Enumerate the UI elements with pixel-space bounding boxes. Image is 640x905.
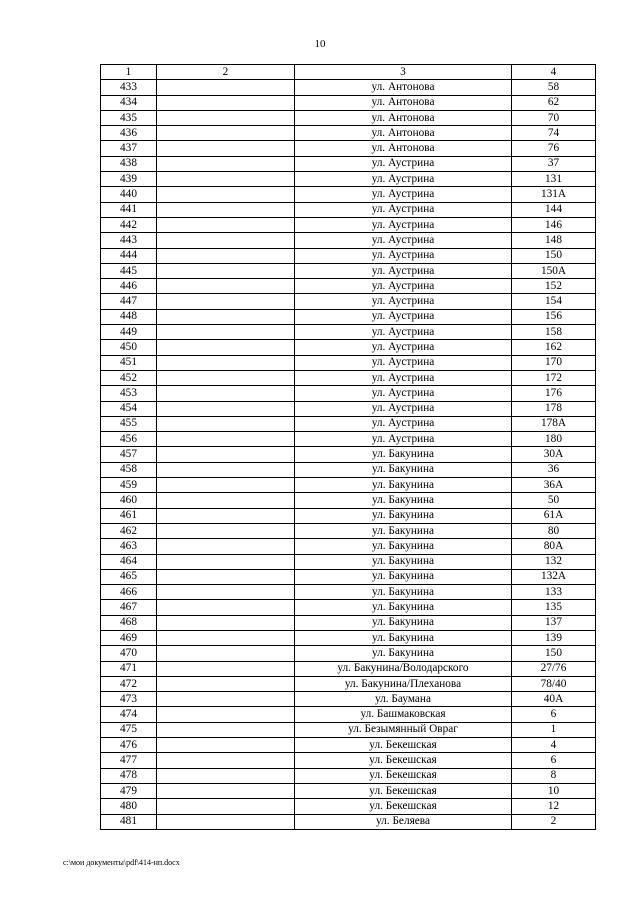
table-row — [101, 508, 596, 523]
name-cell — [157, 279, 295, 294]
name-cell — [157, 401, 295, 416]
street-cell: ул. Бакунина — [295, 447, 512, 462]
table-row — [101, 432, 596, 447]
name-cell — [157, 416, 295, 431]
street-cell: ул. Аустрина — [295, 233, 512, 248]
street-cell: ул. Аустрина — [295, 156, 512, 171]
table-row — [101, 401, 596, 416]
row-number-cell: 467 — [101, 600, 157, 615]
house-number-cell: 1 — [512, 722, 596, 737]
street-cell: ул. Аустрина — [295, 294, 512, 309]
street-cell: ул. Аустрина — [295, 386, 512, 401]
row-number-cell: 457 — [101, 447, 157, 462]
table-row — [101, 172, 596, 187]
house-number-cell: 172 — [512, 370, 596, 385]
street-cell: ул. Бакунина — [295, 523, 512, 538]
table-row — [101, 493, 596, 508]
name-cell — [157, 95, 295, 110]
table-row — [101, 799, 596, 814]
street-cell: ул. Аустрина — [295, 202, 512, 217]
street-cell: ул. Баумана — [295, 692, 512, 707]
row-number-cell: 479 — [101, 783, 157, 798]
house-number-cell: 178А — [512, 416, 596, 431]
house-number-cell: 158 — [512, 325, 596, 340]
house-number-cell: 132 — [512, 554, 596, 569]
table-row — [101, 554, 596, 569]
house-number-cell: 137 — [512, 615, 596, 630]
table-row — [101, 447, 596, 462]
house-number-cell: 133 — [512, 585, 596, 600]
name-cell — [157, 799, 295, 814]
row-number-cell: 433 — [101, 80, 157, 95]
table-row — [101, 95, 596, 110]
table-row — [101, 630, 596, 645]
house-number-cell: 2 — [512, 814, 596, 829]
name-cell — [157, 447, 295, 462]
street-cell: ул. Аустрина — [295, 248, 512, 263]
street-cell: ул. Бакунина — [295, 615, 512, 630]
house-number-cell: 74 — [512, 126, 596, 141]
table-row — [101, 585, 596, 600]
column-header-4: 4 — [512, 65, 596, 80]
name-cell — [157, 110, 295, 125]
table-row — [101, 646, 596, 661]
row-number-cell: 462 — [101, 523, 157, 538]
street-cell: ул. Аустрина — [295, 401, 512, 416]
house-number-cell: 37 — [512, 156, 596, 171]
house-number-cell: 58 — [512, 80, 596, 95]
table-row — [101, 386, 596, 401]
page-number: 10 — [314, 38, 326, 50]
name-cell — [157, 600, 295, 615]
name-cell — [157, 783, 295, 798]
table-row — [101, 141, 596, 156]
house-number-cell: 10 — [512, 783, 596, 798]
name-cell — [157, 233, 295, 248]
house-number-cell: 178 — [512, 401, 596, 416]
street-cell: ул. Аустрина — [295, 172, 512, 187]
row-number-cell: 450 — [101, 340, 157, 355]
table-row — [101, 738, 596, 753]
table-row — [101, 478, 596, 493]
house-number-cell: 156 — [512, 309, 596, 324]
name-cell — [157, 478, 295, 493]
row-number-cell: 480 — [101, 799, 157, 814]
name-cell — [157, 325, 295, 340]
name-cell — [157, 141, 295, 156]
street-cell: ул. Антонова — [295, 80, 512, 95]
table-body — [101, 80, 596, 830]
row-number-cell: 463 — [101, 539, 157, 554]
name-cell — [157, 585, 295, 600]
name-cell — [157, 462, 295, 477]
row-number-cell: 442 — [101, 217, 157, 232]
house-number-cell: 12 — [512, 799, 596, 814]
house-number-cell: 30А — [512, 447, 596, 462]
house-number-cell: 8 — [512, 768, 596, 783]
table-header-row — [101, 65, 596, 80]
table-row — [101, 768, 596, 783]
name-cell — [157, 554, 295, 569]
table-row — [101, 569, 596, 584]
row-number-cell: 459 — [101, 478, 157, 493]
table-row — [101, 539, 596, 554]
house-number-cell: 6 — [512, 707, 596, 722]
table-row — [101, 309, 596, 324]
row-number-cell: 444 — [101, 248, 157, 263]
house-number-cell: 70 — [512, 110, 596, 125]
name-cell — [157, 814, 295, 829]
row-number-cell: 464 — [101, 554, 157, 569]
house-number-cell: 144 — [512, 202, 596, 217]
street-cell: ул. Бакунина — [295, 646, 512, 661]
house-number-cell: 62 — [512, 95, 596, 110]
name-cell — [157, 202, 295, 217]
house-number-cell: 150А — [512, 263, 596, 278]
name-cell — [157, 340, 295, 355]
name-cell — [157, 722, 295, 737]
row-number-cell: 477 — [101, 753, 157, 768]
row-number-cell: 454 — [101, 401, 157, 416]
table-row — [101, 202, 596, 217]
table-row — [101, 692, 596, 707]
street-cell: ул. Аустрина — [295, 279, 512, 294]
street-cell: ул. Аустрина — [295, 309, 512, 324]
street-cell: ул. Антонова — [295, 141, 512, 156]
house-number-cell: 80 — [512, 523, 596, 538]
row-number-cell: 474 — [101, 707, 157, 722]
street-cell: ул. Аустрина — [295, 416, 512, 431]
name-cell — [157, 309, 295, 324]
table-row — [101, 707, 596, 722]
table-row — [101, 722, 596, 737]
row-number-cell: 449 — [101, 325, 157, 340]
house-number-cell: 27/76 — [512, 661, 596, 676]
name-cell — [157, 753, 295, 768]
street-cell: ул. Бакунина — [295, 508, 512, 523]
table-row — [101, 676, 596, 691]
name-cell — [157, 355, 295, 370]
table-row — [101, 263, 596, 278]
row-number-cell: 440 — [101, 187, 157, 202]
street-cell: ул. Бакунина — [295, 585, 512, 600]
column-header-2: 2 — [157, 65, 295, 80]
house-number-cell: 4 — [512, 738, 596, 753]
street-cell: ул. Бекешская — [295, 783, 512, 798]
row-number-cell: 456 — [101, 432, 157, 447]
table-row — [101, 187, 596, 202]
table-row — [101, 416, 596, 431]
row-number-cell: 466 — [101, 585, 157, 600]
house-number-cell: 36А — [512, 478, 596, 493]
table-row — [101, 600, 596, 615]
table-row — [101, 370, 596, 385]
address-table — [100, 64, 596, 830]
row-number-cell: 455 — [101, 416, 157, 431]
name-cell — [157, 248, 295, 263]
row-number-cell: 453 — [101, 386, 157, 401]
row-number-cell: 441 — [101, 202, 157, 217]
name-cell — [157, 508, 295, 523]
name-cell — [157, 646, 295, 661]
street-cell: ул. Аустрина — [295, 432, 512, 447]
house-number-cell: 76 — [512, 141, 596, 156]
street-cell: ул. Бекешская — [295, 753, 512, 768]
row-number-cell: 452 — [101, 370, 157, 385]
house-number-cell: 36 — [512, 462, 596, 477]
table-row — [101, 233, 596, 248]
house-number-cell: 180 — [512, 432, 596, 447]
house-number-cell: 150 — [512, 248, 596, 263]
street-cell: ул. Антонова — [295, 110, 512, 125]
row-number-cell: 478 — [101, 768, 157, 783]
street-cell: ул. Антонова — [295, 126, 512, 141]
row-number-cell: 434 — [101, 95, 157, 110]
name-cell — [157, 615, 295, 630]
house-number-cell: 132А — [512, 569, 596, 584]
row-number-cell: 460 — [101, 493, 157, 508]
name-cell — [157, 386, 295, 401]
street-cell: ул. Бекешская — [295, 738, 512, 753]
name-cell — [157, 187, 295, 202]
street-cell: ул. Бекешская — [295, 799, 512, 814]
row-number-cell: 469 — [101, 630, 157, 645]
street-cell: ул. Башмаковская — [295, 707, 512, 722]
table-row — [101, 355, 596, 370]
name-cell — [157, 692, 295, 707]
name-cell — [157, 172, 295, 187]
street-cell: ул. Бакунина — [295, 554, 512, 569]
house-number-cell: 131 — [512, 172, 596, 187]
row-number-cell: 475 — [101, 722, 157, 737]
house-number-cell: 78/40 — [512, 676, 596, 691]
street-cell: ул. Аустрина — [295, 370, 512, 385]
row-number-cell: 446 — [101, 279, 157, 294]
street-cell: ул. Бекешская — [295, 768, 512, 783]
row-number-cell: 476 — [101, 738, 157, 753]
table-row — [101, 814, 596, 829]
house-number-cell: 148 — [512, 233, 596, 248]
street-cell: ул. Бакунина/Плеханова — [295, 676, 512, 691]
street-cell: ул. Аустрина — [295, 325, 512, 340]
table-row — [101, 217, 596, 232]
street-cell: ул. Бакунина — [295, 569, 512, 584]
name-cell — [157, 493, 295, 508]
name-cell — [157, 80, 295, 95]
street-cell: ул. Аустрина — [295, 187, 512, 202]
row-number-cell: 448 — [101, 309, 157, 324]
row-number-cell: 471 — [101, 661, 157, 676]
row-number-cell: 465 — [101, 569, 157, 584]
name-cell — [157, 432, 295, 447]
name-cell — [157, 370, 295, 385]
table-row — [101, 248, 596, 263]
name-cell — [157, 539, 295, 554]
table-row — [101, 80, 596, 95]
house-number-cell: 150 — [512, 646, 596, 661]
row-number-cell: 437 — [101, 141, 157, 156]
row-number-cell: 461 — [101, 508, 157, 523]
house-number-cell: 40А — [512, 692, 596, 707]
house-number-cell: 176 — [512, 386, 596, 401]
name-cell — [157, 738, 295, 753]
street-cell: ул. Антонова — [295, 95, 512, 110]
table-row — [101, 462, 596, 477]
street-cell: ул. Безымянный Овраг — [295, 722, 512, 737]
street-cell: ул. Бакунина — [295, 462, 512, 477]
street-cell: ул. Аустрина — [295, 355, 512, 370]
house-number-cell: 131А — [512, 187, 596, 202]
footer-file-path: c:\мои документы\pdf\414-нп.docx — [63, 858, 180, 867]
street-cell: ул. Беляева — [295, 814, 512, 829]
name-cell — [157, 661, 295, 676]
table-row — [101, 294, 596, 309]
row-number-cell: 458 — [101, 462, 157, 477]
house-number-cell: 6 — [512, 753, 596, 768]
house-number-cell: 152 — [512, 279, 596, 294]
name-cell — [157, 156, 295, 171]
column-header-3: 3 — [295, 65, 512, 80]
row-number-cell: 438 — [101, 156, 157, 171]
row-number-cell: 443 — [101, 233, 157, 248]
street-cell: ул. Бакунина — [295, 600, 512, 615]
row-number-cell: 435 — [101, 110, 157, 125]
name-cell — [157, 294, 295, 309]
name-cell — [157, 630, 295, 645]
street-cell: ул. Бакунина/Володарского — [295, 661, 512, 676]
name-cell — [157, 707, 295, 722]
house-number-cell: 50 — [512, 493, 596, 508]
street-cell: ул. Бакунина — [295, 493, 512, 508]
row-number-cell: 439 — [101, 172, 157, 187]
table-row — [101, 126, 596, 141]
row-number-cell: 470 — [101, 646, 157, 661]
house-number-cell: 135 — [512, 600, 596, 615]
table-row — [101, 753, 596, 768]
name-cell — [157, 217, 295, 232]
table-row — [101, 523, 596, 538]
street-cell: ул. Бакунина — [295, 478, 512, 493]
house-number-cell: 170 — [512, 355, 596, 370]
name-cell — [157, 126, 295, 141]
row-number-cell: 468 — [101, 615, 157, 630]
name-cell — [157, 768, 295, 783]
name-cell — [157, 569, 295, 584]
column-header-1: 1 — [101, 65, 157, 80]
row-number-cell: 445 — [101, 263, 157, 278]
house-number-cell: 146 — [512, 217, 596, 232]
house-number-cell: 80А — [512, 539, 596, 554]
row-number-cell: 481 — [101, 814, 157, 829]
name-cell — [157, 263, 295, 278]
table-row — [101, 279, 596, 294]
row-number-cell: 473 — [101, 692, 157, 707]
house-number-cell: 154 — [512, 294, 596, 309]
street-cell: ул. Бакунина — [295, 539, 512, 554]
name-cell — [157, 523, 295, 538]
table-row — [101, 156, 596, 171]
row-number-cell: 436 — [101, 126, 157, 141]
name-cell — [157, 676, 295, 691]
table-row — [101, 615, 596, 630]
row-number-cell: 451 — [101, 355, 157, 370]
table-row — [101, 783, 596, 798]
row-number-cell: 447 — [101, 294, 157, 309]
house-number-cell: 61А — [512, 508, 596, 523]
street-cell: ул. Аустрина — [295, 217, 512, 232]
row-number-cell: 472 — [101, 676, 157, 691]
table-row — [101, 110, 596, 125]
street-cell: ул. Аустрина — [295, 263, 512, 278]
table-row — [101, 661, 596, 676]
street-cell: ул. Аустрина — [295, 340, 512, 355]
street-cell: ул. Бакунина — [295, 630, 512, 645]
table-row — [101, 325, 596, 340]
table-row — [101, 340, 596, 355]
house-number-cell: 162 — [512, 340, 596, 355]
house-number-cell: 139 — [512, 630, 596, 645]
